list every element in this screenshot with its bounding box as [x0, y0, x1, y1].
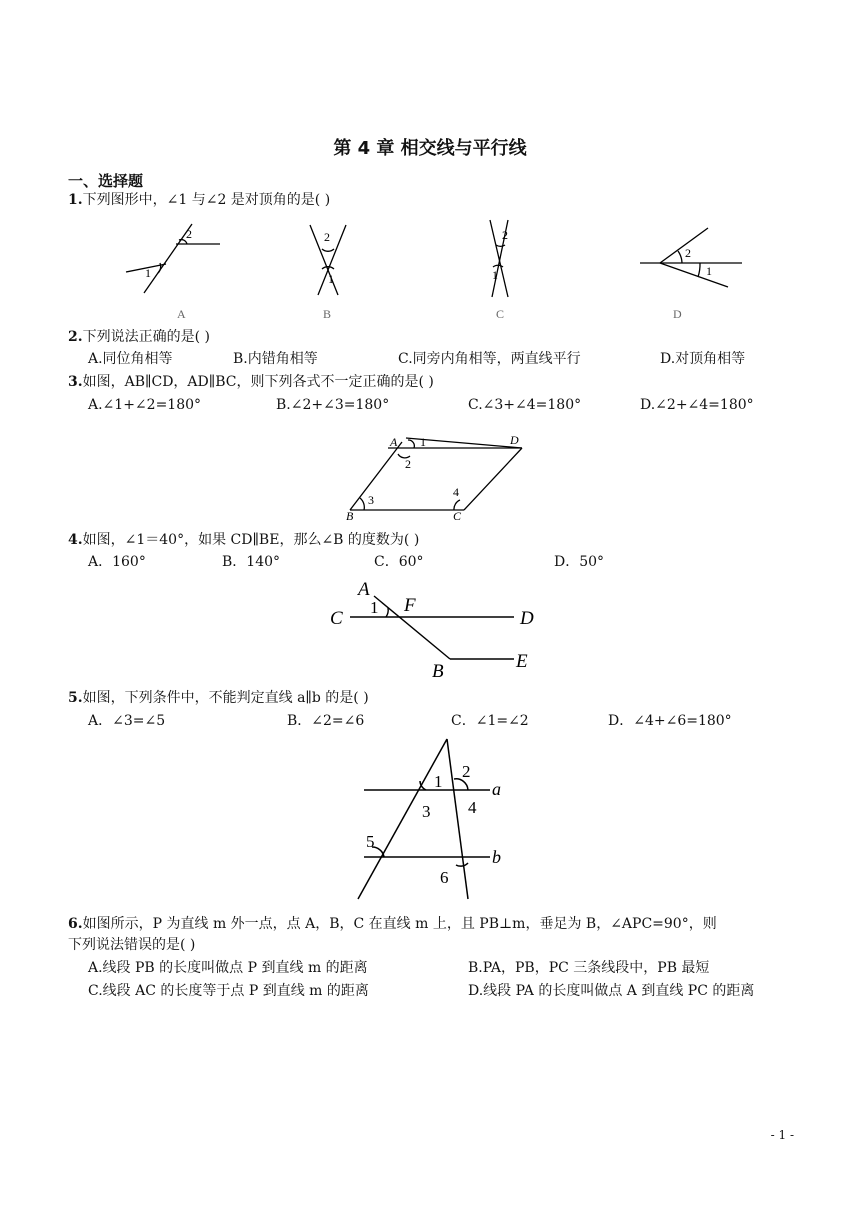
figure-label-d: D	[673, 307, 682, 321]
angle-2-label: 2	[685, 246, 691, 260]
angle-1-label: 1	[434, 772, 443, 791]
angle-4-label: 4	[468, 798, 477, 817]
question-3	[68, 372, 434, 392]
angle-2-label: 2	[502, 228, 508, 242]
question-text: 下列图形中，∠1 与∠2 是对顶角的是( )	[82, 192, 331, 208]
point-c-label: C	[330, 608, 343, 629]
line-b-label: b	[492, 847, 501, 867]
question-3-figure	[338, 420, 538, 524]
option-c: C．∠1=∠2	[451, 713, 529, 729]
angle-1-label: 1	[328, 272, 334, 286]
angle-2-label: 2	[186, 227, 192, 241]
question-text: 如图，∠1＝40°，如果 CD∥BE，那么∠B 的度数为( )	[82, 532, 420, 548]
option-d: D.对顶角相等	[660, 351, 746, 367]
question-6	[68, 914, 717, 934]
option-c: C.∠3+∠4=180°	[468, 397, 582, 413]
angle-3-label: 3	[422, 802, 431, 821]
option-d: D.∠2+∠4=180°	[640, 397, 754, 413]
question-number: 2.	[68, 329, 83, 345]
page-title: 第 4 章 相交线与平行线	[333, 138, 527, 159]
option-b: B.内错角相等	[233, 351, 318, 367]
option-d: D．∠4+∠6=180°	[608, 713, 732, 729]
angle-1-label: 1	[370, 598, 379, 617]
angle-3-label: 3	[368, 493, 374, 507]
point-c-label: C	[453, 509, 462, 523]
question-6-continued: 下列说法错误的是( )	[68, 937, 196, 953]
question-number: 5.	[68, 690, 83, 706]
question-4-figure	[326, 575, 546, 681]
question-4	[68, 530, 419, 550]
question-1	[68, 190, 330, 210]
angle-2-label: 2	[324, 230, 330, 244]
question-number: 3.	[68, 374, 83, 390]
question-2	[68, 327, 210, 347]
section-heading: 一、选择题	[68, 172, 144, 190]
angle-1-label: 1	[420, 435, 426, 449]
page-number: - 1 -	[770, 1128, 794, 1142]
question-text: 下列说法正确的是( )	[82, 329, 210, 345]
option-a: A．160°	[88, 554, 146, 570]
angle-4-label: 4	[453, 485, 459, 499]
option-d: D.线段 PA 的长度叫做点 A 到直线 PC 的距离	[468, 983, 755, 999]
question-number: 4.	[68, 532, 83, 548]
figure-label-b: B	[323, 307, 332, 321]
angle-5-label: 5	[366, 832, 375, 851]
option-a: A.线段 PB 的长度叫做点 P 到直线 m 的距离	[88, 960, 368, 976]
point-f-label: F	[404, 595, 416, 616]
option-d: D．50°	[554, 554, 605, 570]
figure-label-c: C	[496, 307, 505, 321]
figure-label-a: A	[177, 307, 186, 321]
angle-6-label: 6	[440, 868, 449, 887]
option-b: B．140°	[222, 554, 281, 570]
option-b: B.∠2+∠3=180°	[276, 397, 390, 413]
point-d-label: D	[510, 433, 519, 447]
point-e-label: E	[516, 651, 528, 672]
question-text: 如图，下列条件中，不能判定直线 a∥b 的是( )	[82, 690, 369, 706]
point-a-label: A	[390, 435, 398, 449]
figure-d	[640, 228, 742, 287]
point-a-label: A	[358, 579, 370, 600]
question-1-figures	[110, 215, 770, 327]
question-number: 6.	[68, 916, 83, 932]
question-5	[68, 688, 369, 708]
question-text: 如图所示，P 为直线 m 外一点，点 A，B，C 在直线 m 上，且 PB⊥m，垂足为 B，∠APC=90°，则	[82, 916, 717, 932]
option-c: C.线段 AC 的长度等于点 P 到直线 m 的距离	[88, 983, 369, 999]
point-d-label: D	[520, 608, 534, 629]
option-c: C.同旁内角相等，两直线平行	[398, 351, 581, 367]
question-text: 如图，AB∥CD，AD∥BC，则下列各式不一定正确的是( )	[82, 374, 434, 390]
angle-2-label: 2	[405, 457, 411, 471]
question-5-figure	[350, 735, 530, 901]
angle-2-label: 2	[462, 762, 471, 781]
point-b-label: B	[346, 509, 354, 523]
option-a: A.同位角相等	[88, 351, 173, 367]
line-a-label: a	[492, 779, 501, 799]
option-b: B．∠2=∠6	[287, 713, 365, 729]
option-a: A．∠3=∠5	[88, 713, 166, 729]
option-a: A.∠1+∠2=180°	[88, 397, 202, 413]
angle-1-label: 1	[492, 268, 498, 282]
angle-1-label: 1	[145, 266, 151, 280]
figure-a	[126, 224, 220, 293]
point-b-label: B	[432, 661, 444, 681]
question-number: 1.	[68, 192, 83, 208]
option-c: C．60°	[374, 554, 424, 570]
angle-1-label: 1	[706, 264, 712, 278]
option-b: B.PA，PB，PC 三条线段中，PB 最短	[468, 960, 710, 976]
